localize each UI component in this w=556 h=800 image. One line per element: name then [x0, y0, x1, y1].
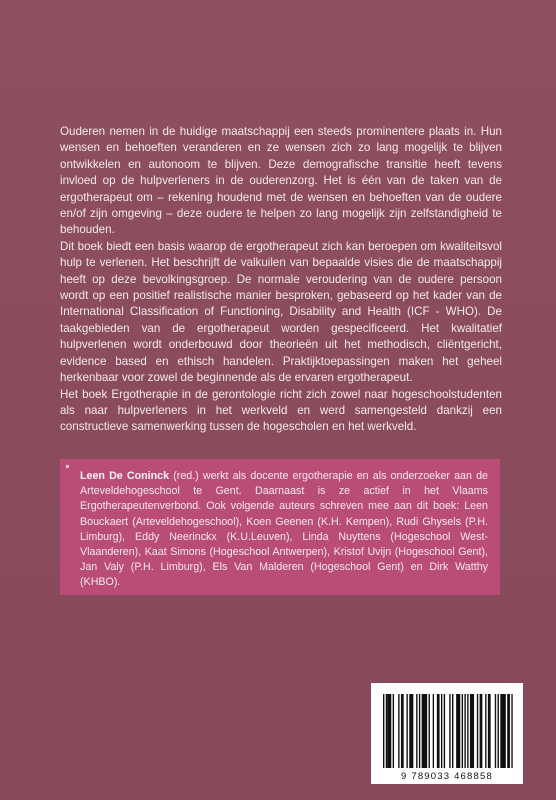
barcode-bar	[449, 694, 450, 768]
barcode-bar	[419, 694, 420, 768]
barcode-bar	[409, 694, 413, 768]
description-paragraph-2: Dit boek biedt een basis waarop de ergotherapeut zich kan beroepen om kwaliteitsvol hulp te verlenen. Het beschrijft de valkuilen van bepaalde visies die de maatschappij heeft op deze bevolkingsgroep. De normale veroudering van de oudere persoon wordt op een positief realistische manier besproken, gebaseerd op het kader van de International Classification of Functioning, Disability and Health (ICF - WHO). De taakgebieden van de ergotherapeut worden gespecificeerd. Het kwalitatief hulpverlenen wordt onderbouwd door theorieën uit het methodisch, cliëntgericht, evidence based en ethisch handelen. Praktijktoepassingen maken het geheel herkenbaar voor zowel de beginnende als de ervaren ergotherapeut.	[60, 239, 502, 385]
barcode-bar	[422, 694, 428, 768]
barcode-bar	[462, 694, 463, 768]
editor-bio: (red.) werkt als docente ergotherapie en als onderzoeker aan de Arteveldehogeschool te Gent. Daarnaast is ze actief in het Vlaams Ergotherapeutenverbond.	[80, 470, 488, 513]
barcode-bar	[464, 694, 465, 768]
barcode-bar	[398, 694, 399, 768]
barcode-bar	[452, 694, 453, 768]
barcode-bar	[456, 694, 460, 768]
barcode-bar	[386, 694, 387, 768]
barcode-bar	[401, 694, 404, 768]
author-info-box	[60, 459, 500, 595]
barcode-bar	[477, 694, 478, 768]
author-info-text	[80, 469, 488, 591]
barcode-bar	[429, 694, 430, 768]
barcode-bar	[488, 694, 491, 768]
barcode-bar	[441, 694, 442, 768]
barcode-bar	[498, 694, 499, 768]
barcode-bar	[495, 694, 496, 768]
bullet-mark	[66, 465, 69, 468]
isbn-barcode	[371, 683, 523, 784]
barcode-bar	[416, 694, 417, 768]
barcode-bar	[433, 694, 434, 768]
barcode-bar	[437, 694, 440, 768]
barcode-bar	[470, 694, 474, 768]
barcode-bar	[393, 694, 394, 768]
contributors-list: Ook volgende auteurs schreven mee aan dit boek: Leen Bouckaert (Arteveldehogeschool), Koen Geenen (K.H. Kempen), Rudi Ghysels (P.H. Limburg), Eddy Neerinckx (K.U.Leuven), Linda Nuyttens (Hogeschool West-Vlaanderen), Kaat Simons (Hogeschool Antwerpen), Kristof Uvijn (Hogeschool Gent), Jan Valy (P.H. Limburg), Els Van Malderen (Hogeschool Gent) en Dirk Watthy (KHBO).	[80, 500, 488, 589]
isbn-number: 9 789033 468858	[401, 771, 493, 782]
barcode-bar	[383, 694, 384, 768]
book-description	[60, 124, 502, 436]
description-paragraph-3: Het boek Ergotherapie in de gerontologie richt zich zowel naar hogeschoolstudenten als naar hulpverleners in het werkveld en werd samengesteld dankzij een constructieve samenwerking tussen de hogescholen en het werkveld.	[60, 387, 502, 434]
barcode-bar	[480, 694, 483, 768]
barcode-bar	[387, 694, 388, 768]
barcode-bars	[379, 694, 515, 768]
editor-name: Leen De Coninck	[80, 470, 170, 482]
barcode-bar	[406, 694, 407, 768]
barcode-bar	[485, 694, 486, 768]
barcode-bar	[511, 694, 512, 768]
barcode-bar	[507, 694, 510, 768]
barcode-bar	[444, 694, 445, 768]
barcode-bar	[389, 694, 392, 768]
barcode-bar	[500, 694, 506, 768]
description-paragraph-1: Ouderen nemen in de huidige maatschappij een steeds prominentere plaats in. Hun wensen en behoeften veranderen en ze wensen zich zo lang mogelijk te blijven ontwikkelen en autonoom te blijven. Deze demografische transitie heeft tevens invloed op de hulpverleners in de ouderenzorg. Het is één van de taken van de ergotherapeut om – rekening houdend met de wensen en behoeften van de oudere en/of zijn omgeving – deze oudere te helpen zo lang mogelijk zijn zelfstandigheid te behouden.	[60, 125, 502, 237]
barcode-bar	[467, 694, 468, 768]
